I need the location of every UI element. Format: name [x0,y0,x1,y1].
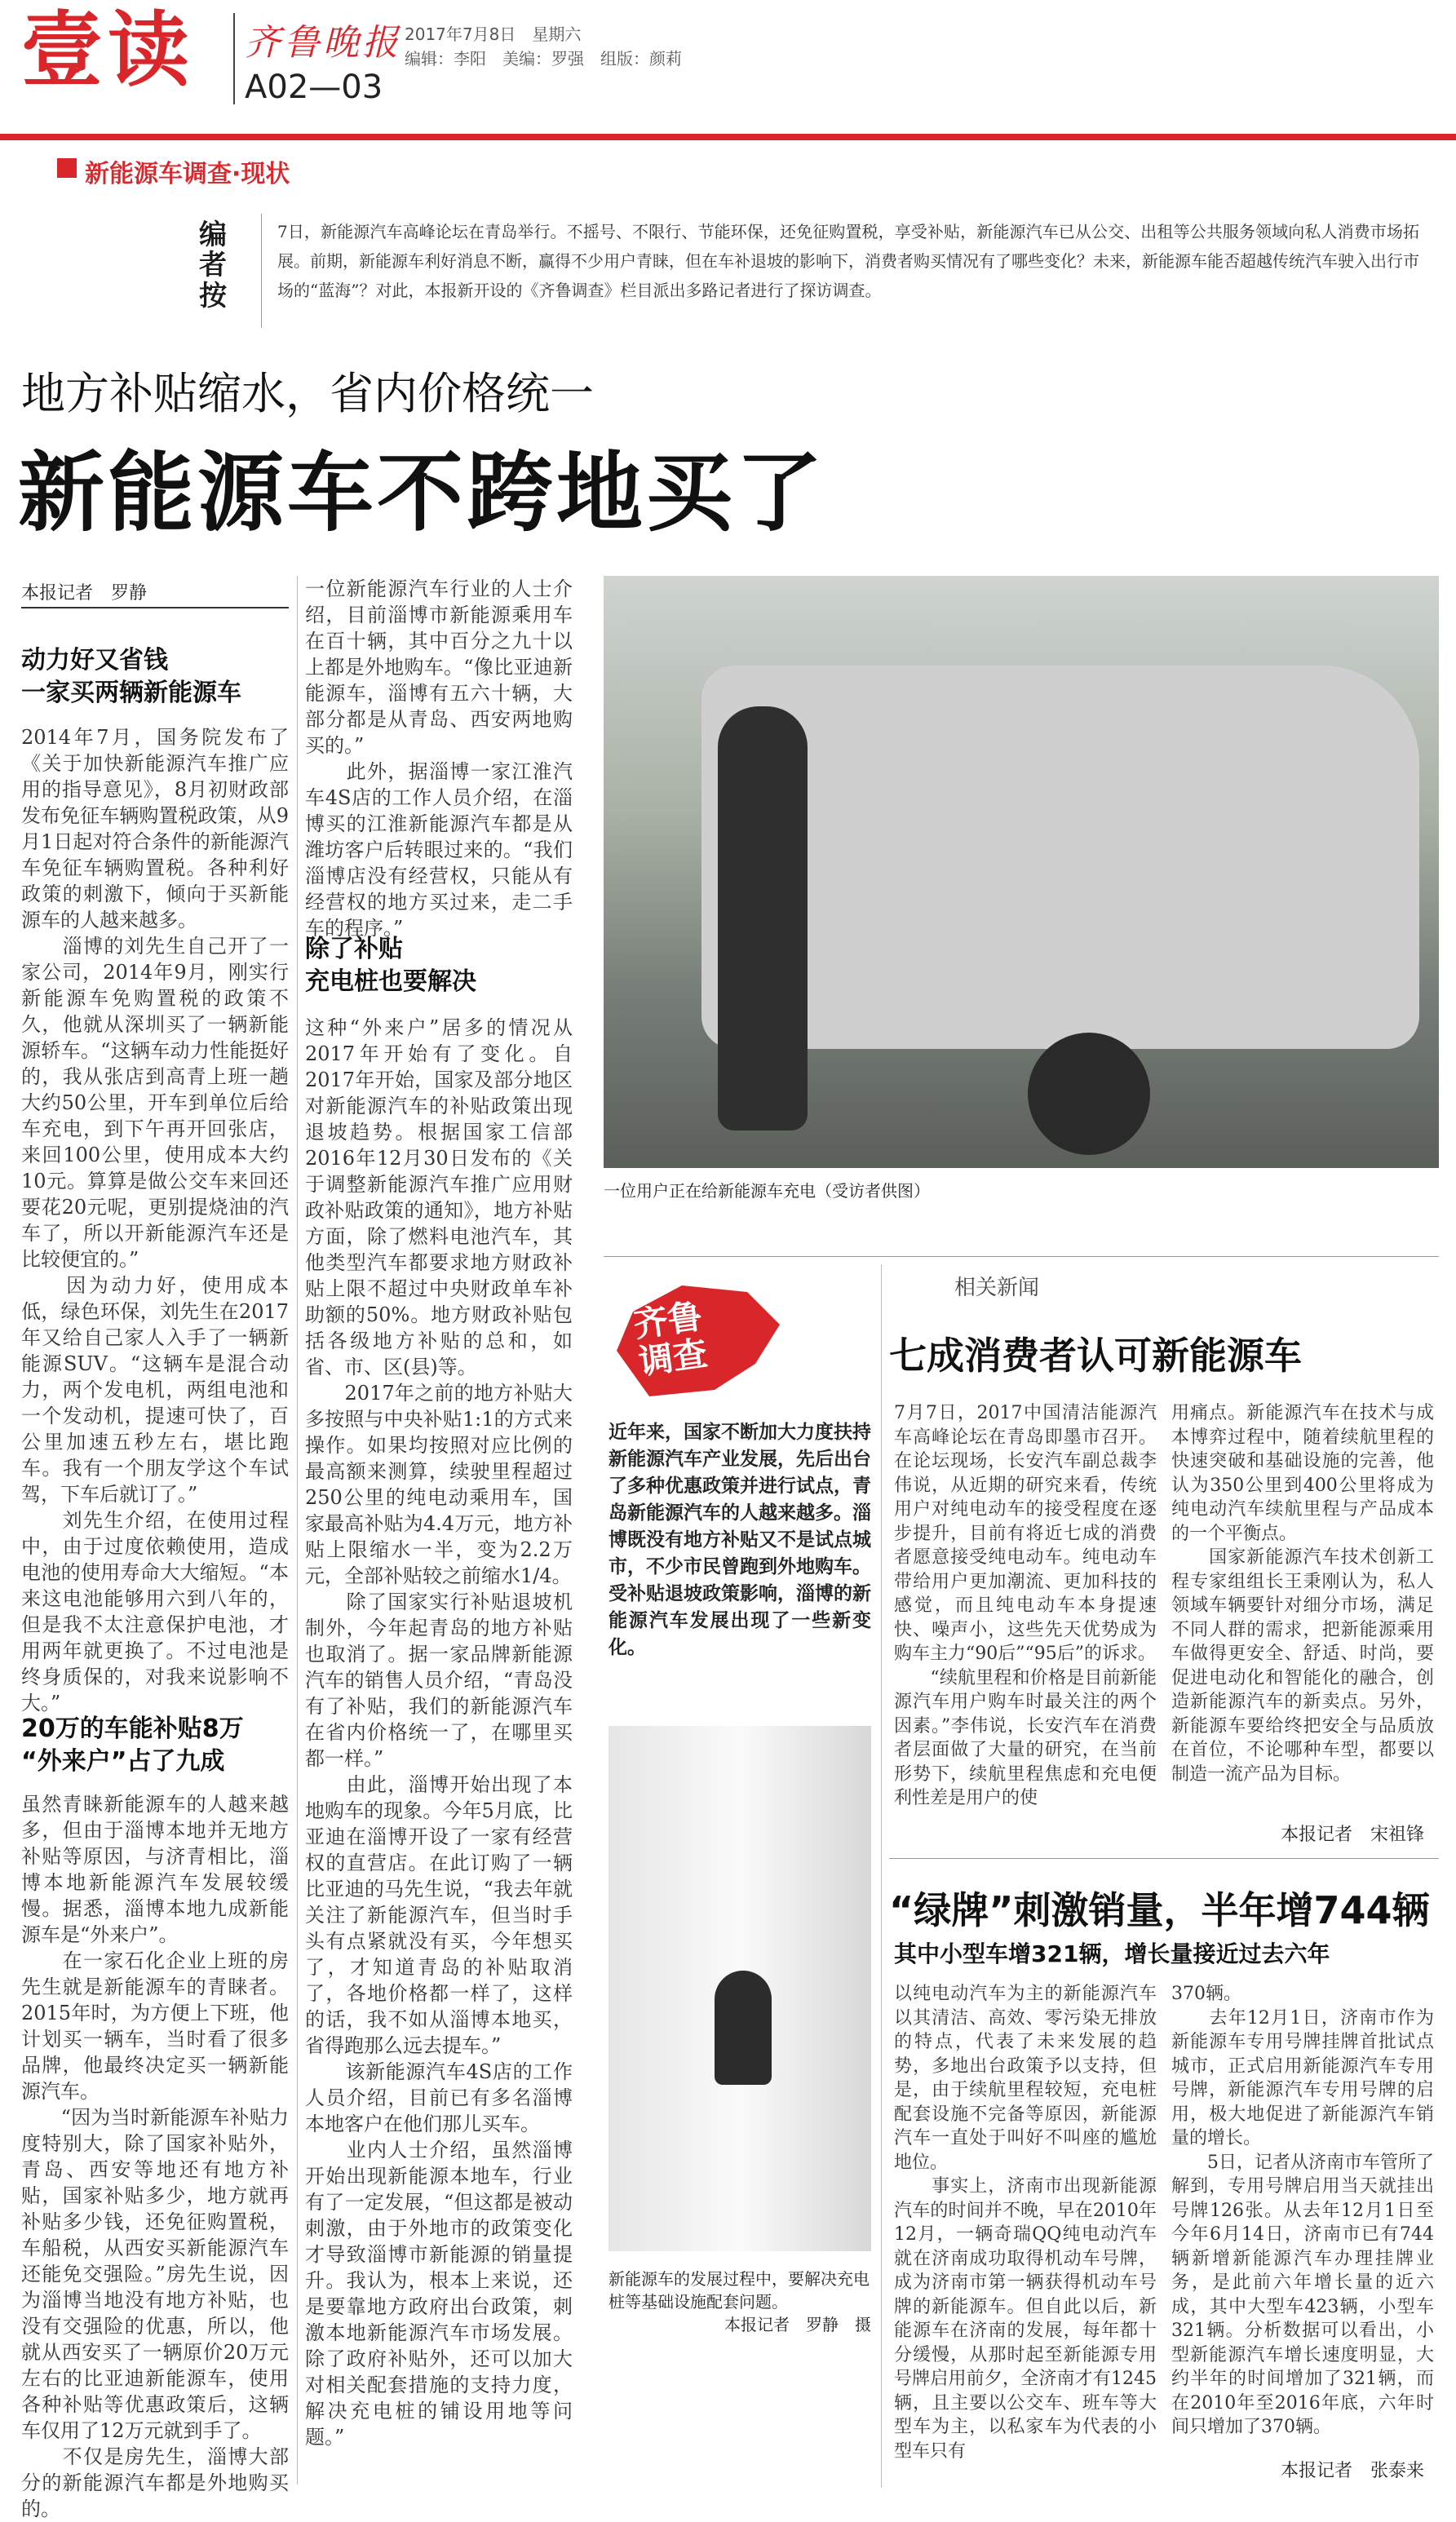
car-wheel [1028,1033,1150,1155]
related-news-title: 七成消费者认可新能源车 [889,1334,1302,1378]
related-rule [889,1858,1439,1859]
charger-caption-text: 新能源车的发展过程中，要解决充电桩等基础设施配套问题。 [609,2269,870,2312]
subhead-3 [305,933,476,998]
green-col-a: 以纯电动汽车为主的新能源汽车以其清洁、高效、零污染无排放的特点，代表了未来发展的趋势，多地出台政策予以支持，但是，由于续航里程较短，充电桩配套设施不完备等原因，新能源汽车一直处于叫好不叫座的尴尬地位。 事实上，济南市出现新能源汽车的时间并不晚，早在2010年12月，一辆奇瑞QQ纯电动汽车就在济南成功取得机动车号牌，成为济南市第一辆获得机动车号牌的新能源车。但自此以后，新能源车在济南的发展，每年都十分缓慢，从那时起至新能源专用号牌启用前夕，全济南才有1245辆，且主要以公交车、班车等大型车为主，以私家车为代表的小型车只有 [894,1984,1157,2462]
col1-text-b: 虽然青睐新能源车的人越来越多，但由于淄博本地并无地方补贴等原因，与济青相比，淄博本地新能源汽车发展较缓慢。据悉，淄博本地九成新能源车是“外来户”。 在一家石化企业上班的房先生就是新能源车的青睐者。2015年时，为方便上下班，他计划买一辆车，当时看了很多品牌，他最终决定买一辆新能源汽车。 “因为当时新能源车补贴力度特别大，除了国家补贴外，青岛、西安等地还有地方补贴，国家补贴多少，地方就再补贴多少钱，还免征购置税，车船税，从西安买新能源汽车还能免交强险。”房先生说，因为淄博当地没有地方补贴，也没有交强险的优惠，所以，他就从西安买了一辆原价20万元左右的比亚迪新能源车，使用各种补贴等优惠政策后，这辆车仅用了12万元就到手了。 不仅是房先生，淄博大部分的新能源汽车都是外地购买的。 [21,1793,289,2520]
masthead-divider [233,13,235,104]
col1-text-a: 2014年7月，国务院发布了《关于加快新能源汽车推广应用的指导意见》，8月初财政部发布免征车辆购置税政策，从9月1日起对符合条件的新能源汽车免征车辆购置税。各种利好政策的刺激下，倾向于买新能源车的人越来越多。 淄博的刘先生自己开了一家公司，2014年9月，刚实行新能源车免购置税的政策不久，他就从深圳买了一辆新能源轿车。“这辆车动力性能挺好的，我从张店到高青上班一趟大约50公里，开车到单位后给车充电，到下午再开回张店，来回100公里，使用成本大约10元。算算是做公交车来回还要花20元呢，更别提烧油的汽车了，所以开新能源汽车还是比较便宜的。” 因为动力好，使用成本低，绿色环保，刘先生在2017年又给自己家人入手了一辆新能源SUV。“这辆车是混合动力，两个发电机，两组电池和一个发动机，提速可快了，百公里加速五秒左右，堪比跑车。我有一个朋友学这个车试驾，下车后就订了。” 刘先生介绍，在使用过程中，由于过度依赖使用，造成电池的使用寿命大大缩短。“本来这电池能够用六到八年的，但是我不太注意保护电池，才用两年就更换了。不过电池是终身质保的，对我来说影响不大。” [21,726,289,1715]
top-red-rule [0,134,1456,140]
masthead-title: 壹读 [21,2,194,98]
date-line: 2017年7月8日 星期六 [405,24,582,44]
sidebar-rule [604,1256,1439,1257]
charger-caption [609,2268,871,2336]
car-shape [701,666,1419,1049]
logo-line1: 齐鲁 [631,1295,705,1345]
subhead-2-line1: 20万的车能补贴8万 [21,1715,244,1743]
green-plate-title: “绿牌”刺激销量，半年增744辆 [889,1888,1430,1932]
logo-text [631,1295,710,1383]
related-col-a: 7月7日，2017中国清洁能源汽车高峰论坛在青岛即墨市召开。在论坛现场，长安汽车副总裁李伟说，从近期的研究来看，传统用户对纯电动车的接受程度在逐步提升，目前有将近七成的消费者愿意接受纯电动车。纯电动车带给用户更加潮流、更加科技的感觉，而且纯电动车本身提速快、噪声小，这些先天优势成为购车主力“90后”“95后”的诉求。 “续航里程和价格是目前新能源汽车用户购车时最关注的两个因素。”李伟说，长安汽车在消费者层面做了大量的研究，在当前形势下，续航里程焦虑和充电便利性差是用户的使 [894,1403,1157,1808]
editor-note-label: 编者按 [199,219,227,312]
subhead-3-line2: 充电桩也要解决 [305,967,476,996]
main-kicker: 地方补贴缩水，省内价格统一 [21,368,594,419]
subhead-2-line2: “外来户”占了九成 [21,1747,225,1776]
sidebar-intro: 近年来，国家不断加大力度扶持新能源汽车产业发展，先后出台了多种优惠政策并进行试点，青岛新能源汽车的人越来越多。淄博既没有地方补贴又不是试点城市，不少市民曾跑到外地购车。受补贴退坡政策影响，淄博的新能源汽车发展出现了一些新变化。 [609,1422,871,1658]
sidebar-divider [881,1264,882,2488]
subhead-1-line2: 一家买两辆新能源车 [21,679,241,707]
related-news-label: 相关新闻 [954,1276,1040,1300]
col2-text-a: 一位新能源汽车行业的人士介绍，目前淄博市新能源乘用车在百十辆，其中百分之九十以上都是外地购车。“像比亚迪新能源车，淄博有五六十辆，大部分都是从青岛、西安两地购买的。” 此外，据淄博一家江淮汽车4S店的工作人员介绍，在淄博买的江淮新能源汽车都是从潍坊客户后转眼过来的。“我们淄博店没有经营权，只能从有经营权的地方买过来，走二手车的程序。” [305,577,573,940]
photo-caption: 一位用户正在给新能源车充电（受访者供图） [604,1181,930,1201]
person-silhouette [718,706,808,1130]
logo-line2: 调查 [636,1333,710,1383]
subhead-1-line1: 动力好又省钱 [21,646,168,675]
col2-text-b: 这种“外来户”居多的情况从2017年开始有了变化。自2017年开始，国家及部分地区对新能源汽车的补贴政策出现退坡趋势。根据国家工信部2016年12月30日发布的《关于调整新能源汽车推广应用财政补贴政策的通知》，地方补贴方面，除了燃料电池汽车，其他类型汽车都要求地方财政补贴上限不超过中央财政单车补助额的50%。地方财政补贴包括各级地方补贴的总和，如省、市、区(县)等。 2017年之前的地方补贴大多按照与中央补贴1:1的方式来操作。如果均按照对应比例的最高额来测算，续驶里程超过250公里的纯电动乘用车，国家最高补贴为4.4万元，地方补贴上限缩水一半，变为2.2万元，全部补贴较之前缩水1/4。 除了国家实行补贴退坡机制外，今年起青岛的地方补贴也取消了。据一家品牌新能源汽车的销售人员介绍，“青岛没有了补贴，我们的新能源汽车在省内价格统一了，在哪里买都一样。” 由此，淄博开始出现了本地购车的现象。今年5月底，比亚迪在淄博开设了一家有经营权的直营店。在此订购了一辆比亚迪的马先生说，“我去年就关注了新能源汽车，但当时手头有点紧就没有买，今年想买了，才知道青岛的补贴取消了，各地价格都一样了，这样的话，我不如从淄博本地买，省得跑那么远去提车。” 该新能源汽车4S店的工作人员介绍，目前已有多名淄博本地客户在他们那儿买车。 业内人士介绍，虽然淄博开始出现新能源本地车，行业有了一定发展，“但这都是被动刺激，由于外地市的政策变化才导致淄博市新能源的销量提升。我认为，根本上来说，还是要靠地方政府出台政策，刺激本地新能源汽车市场发展。除了政府补贴外，还可以加大对相关配套措施的支持力度，解决充电桩的铺设用地等问题。” [305,1016,573,2449]
related-col-b: 用痛点。新能源汽车在技术与成本博弈过程中，随着续航里程的快速突破和基础设施的完善，他认为350公里到400公里将成为纯电动汽车续航里程与产品成本的一个平衡点。 国家新能源汽车技术创新工程专家组组长王秉刚认为，私人领域车辆要针对细分市场，满足不同人群的需求，把新能源乘用车做得更安全、舒适、时尚，要促进电动化和智能化的融合，创造新能源汽车的新卖点。另外，新能源车要给终把安全与品质放在首位，不论哪种车型，都要以制造一流产品为目标。 [1171,1403,1434,1785]
editor-note-text: 7日，新能源汽车高峰论坛在青岛举行。不摇号、不限行、节能环保，还免征购置税，享受补贴，新能源汽车已从公交、出租等公共服务领域向私人消费市场拓展。前期，新能源车利好消息不断，赢得不少用户青睐，但在车补退坡的影响下，消费者购买情况有了哪些变化？未来，新能源车能否超越传统汽车驶入出行市场的“蓝海”？对此，本报新开设的《齐鲁调查》栏目派出多路记者进行了探访调查。 [277,222,1419,300]
section-square-icon [57,158,77,178]
charger-credit: 本报记者 罗静 摄 [724,2315,871,2334]
section-label: 新能源车调查·现状 [85,160,290,188]
staff-line: 编辑：李阳 美编：罗强 组版：颜莉 [405,49,682,69]
subhead-1 [21,644,241,710]
green-plate-subtitle: 其中小型车增321辆，增长量接近过去六年 [894,1940,1330,1967]
charging-car-photo [604,576,1439,1168]
byline-rule [21,607,289,608]
charging-pile-shape [715,1971,772,2085]
charger-photo [609,1726,871,2251]
related-byline: 本报记者 宋祖锋 [1281,1825,1425,1845]
main-byline: 本报记者 罗静 [21,583,148,604]
newspaper-logo: 齐鲁晚报 [245,22,401,64]
subhead-2 [21,1713,244,1778]
page-number: A02—03 [245,69,383,106]
green-byline: 本报记者 张泰来 [1281,2461,1425,2481]
green-col-b: 370辆。 去年12月1日，济南市作为新能源车专用号牌挂牌首批试点城市，正式启用新能源汽车专用号牌，新能源汽车专用号牌的启用，极大地促进了新能源汽车销量的增长。 5日，记者从济南市车管所了解到，专用号牌启用当天就挂出号牌126张。从去年12月1日至今年6月14日，济南市已有744辆新增新能源汽车办理挂牌业务，是此前六年增长量的近六成，其中大型车423辆，小型车321辆。分析数据可以看出，小型新能源汽车增长速度明显，大约半年的时间增加了321辆，而在2010年至2016年底，六年时间只增加了370辆。 [1171,1984,1434,2437]
subhead-3-line1: 除了补贴 [305,935,403,963]
main-headline: 新能源车不跨地买了 [18,443,825,543]
column-divider [297,576,298,2484]
